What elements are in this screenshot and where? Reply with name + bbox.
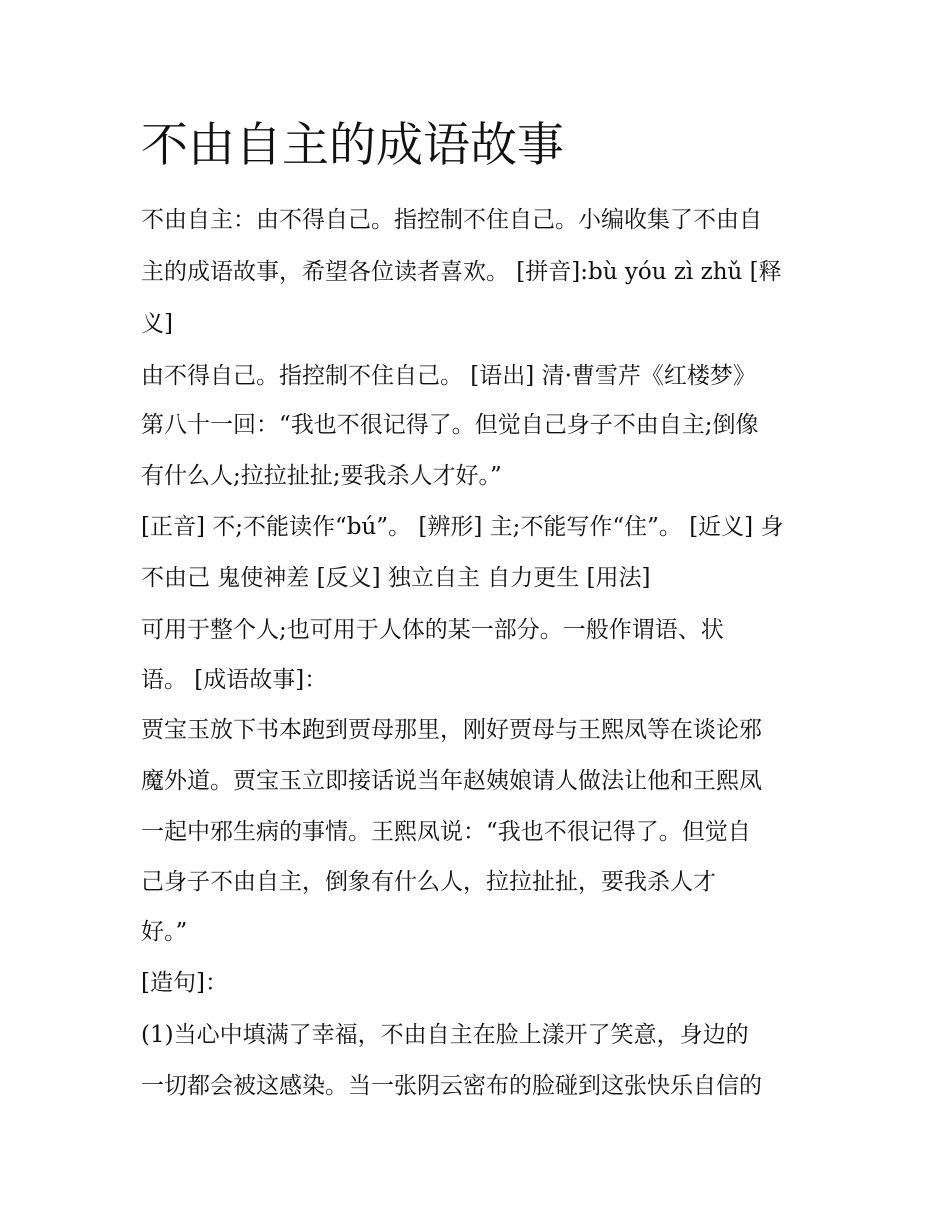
text-line: 第八十一回：“我也不很记得了。但觉自己身子不由自主;倒像 — [141, 412, 759, 438]
text-line: 贾宝玉放下书本跑到贾母那里，刚好贾母与王熙凤等在谈论邪 — [141, 717, 762, 743]
text-line: 语。 [成语故事]： — [141, 667, 328, 693]
text-line: 不由己 鬼使神差 [反义] 独立自主 自力更生 [用法] — [141, 565, 651, 591]
text-line: 有什么人;拉拉扯扯;要我杀人才好。” — [141, 463, 502, 489]
text-line: (1)当心中填满了幸福，不由自主在脸上漾开了笑意，身边的 — [141, 1022, 749, 1048]
document-title: 不由自主的成语故事 — [141, 118, 564, 173]
text-line: 一起中邪生病的事情。王熙凤说：“我也不很记得了。但觉自 — [141, 819, 751, 845]
text-line: [造句]： — [141, 970, 228, 996]
text-line: 可用于整个人;也可用于人体的某一部分。一般作谓语、状 — [141, 617, 724, 643]
text-line: 由不得自己。指控制不住自己。 [语出] 清·曹雪芹《红楼梦》 — [141, 363, 756, 389]
text-line: 主的成语故事，希望各位读者喜欢。 [拼音]:bù yóu zì zhǔ [释 — [141, 259, 782, 285]
text-line: 一切都会被这感染。当一张阴云密布的脸碰到这张快乐自信的 — [141, 1073, 762, 1099]
text-line: 义] — [141, 311, 173, 337]
text-line: 己身子不由自主，倒象有什么人，拉拉扯扯，要我杀人才 — [141, 869, 716, 895]
text-line: 好。” — [141, 919, 188, 945]
text-line: 不由自主：由不得自己。指控制不住自己。小编收集了不由自 — [141, 207, 762, 233]
text-line: [正音] 不;不能读作“bú”。 [辨形] 主;不能写作“住”。 [近义] 身 — [141, 514, 784, 540]
text-line: 魔外道。贾宝玉立即接话说当年赵姨娘请人做法让他和王熙凤 — [141, 768, 762, 794]
